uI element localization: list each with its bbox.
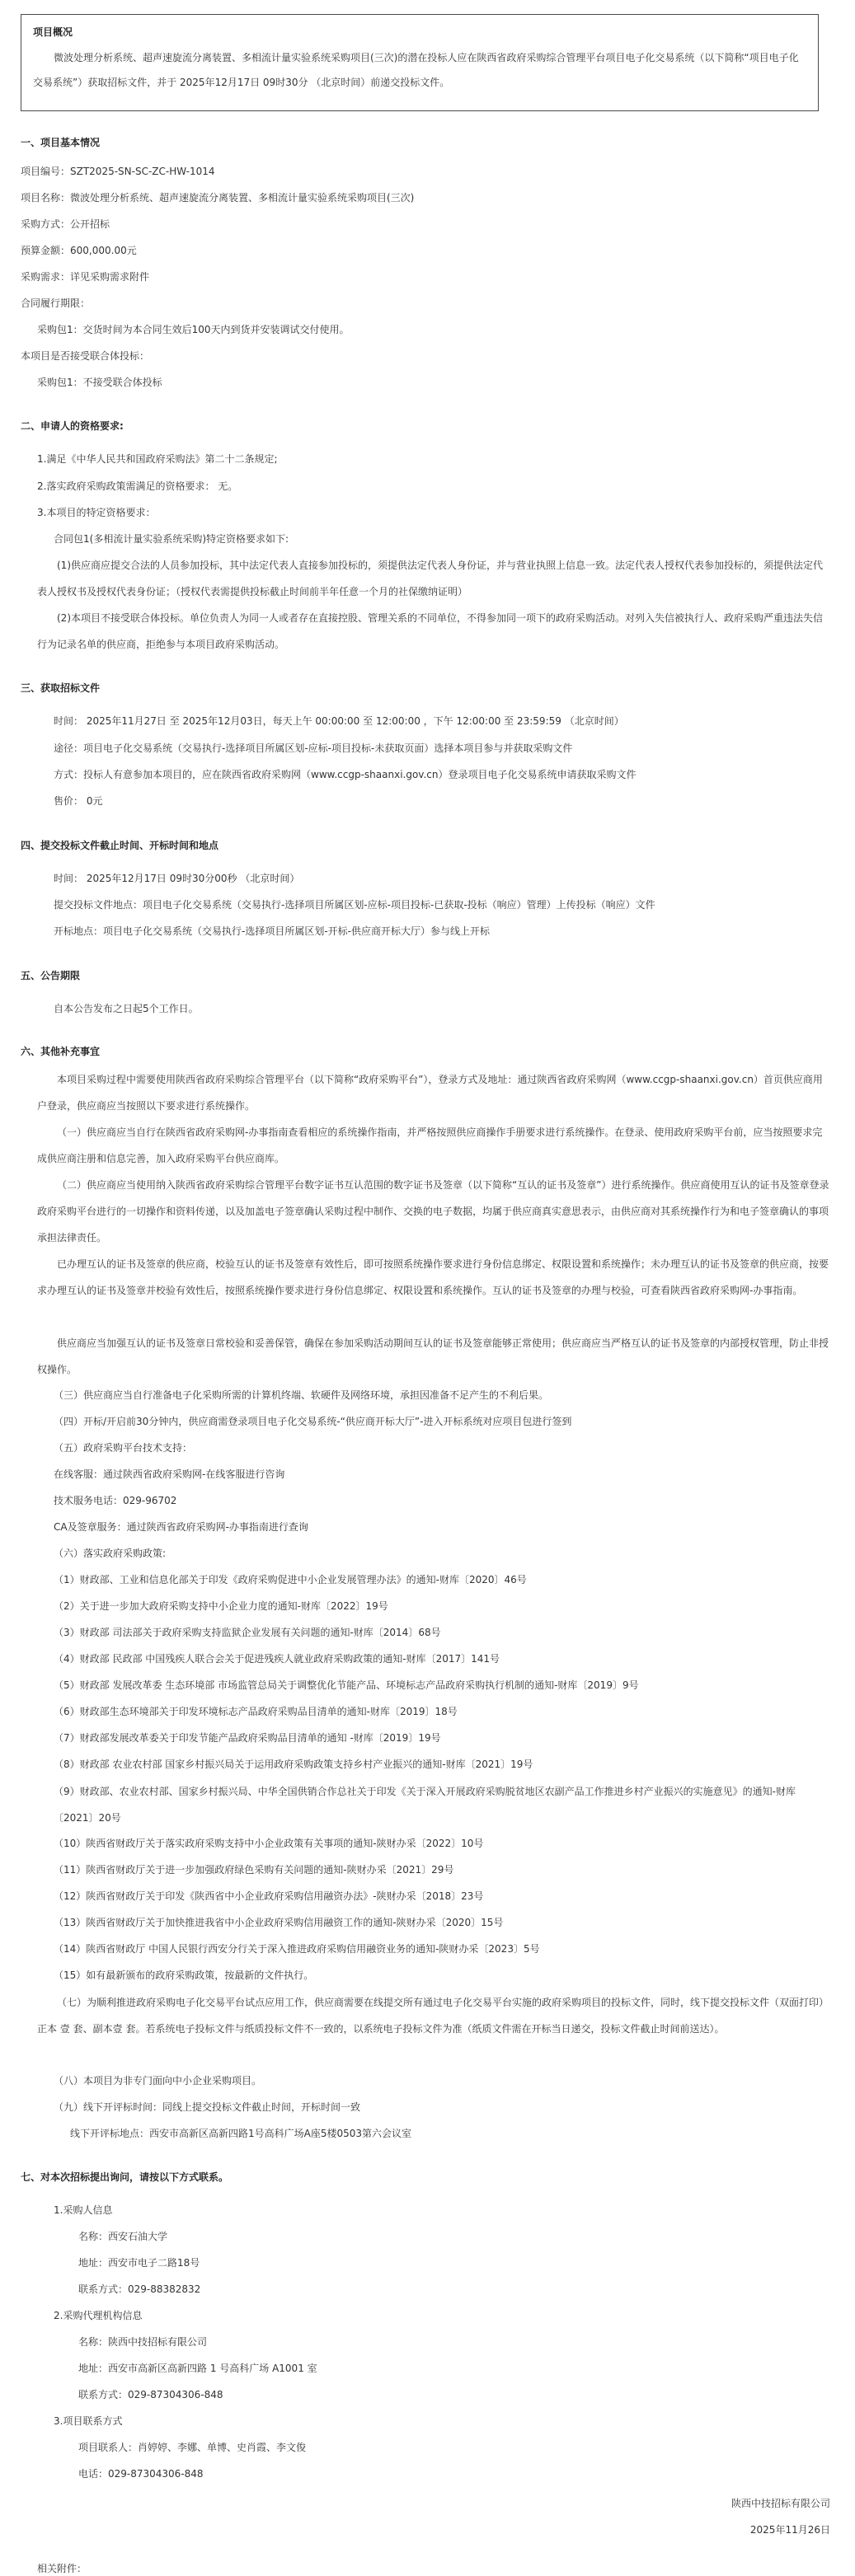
policy-12: （12）陕西省财政厅关于印发《陕西省中小企业政府采购信用融资办法》-陕财办采〔2018〕23号 [54, 1890, 484, 1902]
online-service: 在线客服：通过陕西省政府采购网-在线客服进行咨询 [54, 1468, 285, 1480]
section7-title: 七、对本次招标提出询问，请按以下方式联系。 [21, 2171, 229, 2183]
section5-title: 五、公告期限 [21, 970, 81, 981]
supplement-7: （七）为顺利推进政府采购电子化交易平台试点应用工作，供应商需要在线提交所有通过电子化交易平台实施的政府采购项目的投标文件，同时，线下提交投标文件（双面打印）正本 壹 套、副本壹 套。若系统电子投标文件与纸质投标文件不一致的，以系统电子投标文件为准（纸质文件需在开标当日递交，投标文件截止时间前送达）。 [37, 1997, 829, 2035]
policy-6: （6）财政部生态环境部关于印发环境标志产品政府采购品目清单的通知-财库〔2019〕18号 [54, 1706, 458, 1717]
supplement-4: （四）开标/开启前30分钟内，供应商需登录项目电子化交易系统-“供应商开标大厅”-进入开标系统对应项目包进行签到 [54, 1416, 572, 1427]
purchaser-contact: 联系方式：029-88382832 [78, 2283, 201, 2295]
policy-5: （5）财政部 发展改革委 生态环境部 市场监管总局关于调整优化节能产品、环境标志产品政府采购执行机制的通知-财库〔2019〕9号 [54, 1679, 639, 1691]
notice-period: 自本公告发布之日起5个工作日。 [54, 1003, 199, 1014]
supplement-2: （二）供应商应当使用纳入陕西省政府采购综合管理平台数字证书互认范围的数字证书及签章（以下简称“互认的证书及签章”）进行系统操作。供应商使用互认的证书及签章登录政府采购平台进行的一切操作和资料传递，以及加盖电子签章确认采购过程中制作、交换的电子数据，均属于供应商真实意思表示，由供应商对其系统操作行为和电子签章确认的事项承担法律责任。 [37, 1179, 829, 1244]
policy-1: （1）财政部、工业和信息化部关于印发《政府采购促进中小企业发展管理办法》的通知-财库〔2020〕46号 [54, 1574, 527, 1585]
tech-hotline: 技术服务电话：029-96702 [54, 1495, 177, 1506]
project-contact-people: 项目联系人：肖婷婷、李娜、单博、史肖霞、李文俊 [78, 2442, 307, 2453]
supplement-9: （九）线下开评标时间：同线上提交投标文件截止时间，开标时间一致 [54, 2101, 361, 2113]
requirement-3-item-1: (1)供应商应提交合法的人员参加投标，其中法定代表人直接参加投标的，须提供法定代表人身份证，并与营业执照上信息一致。法定代表人授权代表参加投标的，须提供法定代表人授权书及授权代表身份证；（授权代表需提供投标截止时间前半年任意一个月的社保缴纳证明） [37, 560, 824, 597]
section4-title: 四、提交投标文件截止时间、开标时间和地点 [21, 840, 219, 851]
policy-title: （六）落实政府采购政策: [54, 1548, 167, 1559]
agency-address: 地址：西安市高新区高新四路 1 号高科广场 A1001 室 [78, 2363, 317, 2374]
attachments-label: 相关附件： [37, 2563, 87, 2574]
policy-4: （4）财政部 民政部 中国残疾人联合会关于促进残疾人就业政府采购政策的通知-财库〔2017〕141号 [54, 1653, 500, 1665]
supplement-2-detail: 已办理互认的证书及签章的供应商，校验互认的证书及签章有效性后，即可按照系统操作要求进行身份信息绑定、权限设置和系统操作；未办理互认的证书及签章的供应商，按要求办理互认的证书及签章并校验有效性后，按照系统操作要求进行身份信息绑定、权限设置和系统操作。互认的证书及签章的办理与校验，可查看陕西省政府采购网-办事指南。 [37, 1258, 829, 1296]
offline-venue: 线下开评标地点：西安市高新区高新四路1号高科广场A座5楼0503第六会议室 [70, 2128, 412, 2139]
procurement-method: 采购方式：公开招标 [21, 218, 110, 230]
policy-2: （2）关于进一步加大政府采购支持中小企业力度的通知-财库〔2022〕19号 [54, 1600, 388, 1612]
requirement-3-package: 合同包1(多相流计量实验系统采购)特定资格要求如下: [54, 533, 289, 545]
ca-service: CA及签章服务：通过陕西省政府采购网-办事指南进行查询 [54, 1521, 308, 1533]
supplement-1: （一）供应商应当自行在陕西省政府采购网-办事指南查看相应的系统操作指南，并严格按照供应商操作手册要求进行系统操作。在登录、使用政府采购平台前，应当按照要求完成供应商注册和信息完善，加入政府采购平台供应商库。 [37, 1126, 823, 1164]
project-contact-heading: 3.项目联系方式 [54, 2415, 123, 2427]
agency-contact: 联系方式：029-87304306-848 [78, 2389, 223, 2400]
signature-date: 2025年11月26日 [749, 2524, 830, 2536]
signature-org: 陕西中技招标有限公司 [731, 2498, 830, 2509]
obtain-way: 途径：项目电子化交易系统（交易执行-选择项目所属区划-应标-项目投标-未获取页面）选择本项目参与并获取采购文件 [54, 742, 573, 754]
policy-13: （13）陕西省财政厅关于加快推进我省中小企业政府采购信用融资工作的通知-陕财办采〔2020〕15号 [54, 1917, 504, 1928]
agency-heading: 2.采购代理机构信息 [54, 2310, 143, 2321]
policy-7: （7）财政部发展改革委关于印发节能产品政府采购品目清单的通知 -财库〔2019〕19号 [54, 1732, 441, 1744]
consortium-question: 本项目是否接受联合体投标： [21, 350, 150, 362]
section1-title: 一、项目基本情况 [21, 137, 101, 148]
policy-9: （9）财政部、农业农村部、国家乡村振兴局、中华全国供销合作总社关于印发《关于深入开展政府采购脱贫地区农副产品工作推进乡村产业振兴的实施意见》的通知-财库〔2021〕20号 [54, 1786, 796, 1824]
section3-title: 三、获取招标文件 [21, 682, 101, 694]
policy-8: （8）财政部 农业农村部 国家乡村振兴局关于运用政府采购政策支持乡村产业振兴的通知-财库〔2021〕19号 [54, 1759, 533, 1770]
requirement-3-item-2: (2)本项目不接受联合体投标。单位负责人为同一人或者存在直接控股、管理关系的不同单位，不得参加同一项下的政府采购活动。对列入失信被执行人、政府采购严重违法失信行为记录名单的供应商，拒绝参与本项目政府采购活动。 [37, 612, 824, 650]
project-code: 项目编号：SZT2025-SN-SC-ZC-HW-1014 [21, 166, 215, 177]
opening-location: 开标地点：项目电子化交易系统（交易执行-选择项目所属区划-开标-供应商开标大厅）参与线上开标 [54, 925, 490, 937]
submit-location: 提交投标文件地点：项目电子化交易系统（交易执行-选择项目所属区划-应标-项目投标-已获取-投标（响应）管理）上传投标（响应）文件 [54, 899, 655, 911]
policy-10: （10）陕西省财政厅关于落实政府采购支持中小企业政策有关事项的通知-陕财办采〔2022〕10号 [54, 1838, 484, 1849]
project-name: 项目名称：微波处理分析系统、超声速旋流分离装置、多相流计量实验系统采购项目(三次) [21, 192, 415, 204]
obtain-time: 时间： 2025年11月27日 至 2025年12月03日，每天上午 00:00:00 至 12:00:00 ，下午 12:00:00 至 23:59:59 （北京时间） [54, 715, 624, 727]
supplement-5: （五）政府采购平台技术支持： [54, 1442, 193, 1454]
contract-term-detail: 采购包1：交货时间为本合同生效后100天内到货并安装调试交付使用。 [37, 324, 350, 335]
section2-title: 二、申请人的资格要求: [21, 420, 124, 432]
platform-intro: 本项目采购过程中需要使用陕西省政府采购综合管理平台（以下简称“政府采购平台”），登录方式及地址：通过陕西省政府采购网（www.ccgp-shaanxi.gov.cn）首页供应商用户登录，供应商应当按照以下要求进行系统操作。 [37, 1074, 823, 1112]
procurement-need: 采购需求：详见采购需求附件 [21, 271, 150, 283]
deadline-time: 时间： 2025年12月17日 09时30分00秒 （北京时间） [54, 873, 300, 884]
policy-11: （11）陕西省财政厅关于进一步加强政府绿色采购有关问题的通知-陕财办采〔2021〕29号 [54, 1864, 454, 1876]
purchaser-address: 地址：西安市电子二路18号 [78, 2257, 200, 2269]
consortium-detail: 采购包1：不接受联合体投标 [37, 377, 162, 388]
overview-body: 微波处理分析系统、超声速旋流分离装置、多相流计量实验系统采购项目(三次)的潜在投标人应在陕西省政府采购综合管理平台项目电子化交易系统（以下简称“项目电子化交易系统”）获取招标文件，并于 2025年12月17日 09时30分 （北京时间）前递交投标文件。 [33, 52, 799, 88]
obtain-manner: 方式：投标人有意参加本项目的，应在陕西省政府采购网（www.ccgp-shaanxi.gov.cn）登录项目电子化交易系统申请获取采购文件 [54, 769, 637, 780]
requirement-2: 2.落实政府采购政策需满足的资格要求： 无。 [37, 480, 238, 492]
project-overview-box [21, 14, 819, 111]
document-price: 售价： 0元 [54, 795, 103, 807]
policy-14: （14）陕西省财政厅 中国人民银行西安分行关于深入推进政府采购信用融资业务的通知-陕财办采〔2023〕5号 [54, 1943, 540, 1955]
overview-title: 项目概况 [33, 26, 73, 38]
section6-title: 六、其他补充事宜 [21, 1046, 101, 1057]
supplement-2-keep: 供应商应当加强互认的证书及签章日常校验和妥善保管，确保在参加采购活动期间互认的证书及签章能够正常使用；供应商应当严格互认的证书及签章的内部授权管理，防止非授权操作。 [37, 1337, 829, 1375]
policy-15: （15）如有最新颁布的政府采购政策，按最新的文件执行。 [54, 1969, 314, 1981]
project-contact-phone: 电话：029-87304306-848 [78, 2468, 204, 2480]
purchaser-name: 名称：西安石油大学 [78, 2231, 168, 2242]
contract-term: 合同履行期限： [21, 297, 91, 309]
agency-name: 名称：陕西中技招标有限公司 [78, 2336, 208, 2348]
policy-3: （3）财政部 司法部关于政府采购支持监狱企业发展有关问题的通知-财库〔2014〕68号 [54, 1627, 441, 1638]
purchaser-heading: 1.采购人信息 [54, 2204, 113, 2216]
requirement-1: 1.满足《中华人民共和国政府采购法》第二十二条规定; [37, 453, 278, 465]
requirement-3: 3.本项目的特定资格要求： [37, 507, 156, 518]
budget-amount: 预算金额：600,000.00元 [21, 245, 137, 256]
supplement-8: （八）本项目为非专门面向中小企业采购项目。 [54, 2075, 262, 2087]
supplement-3: （三）供应商应当自行准备电子化采购所需的计算机终端、软硬件及网络环境，承担因准备不足产生的不利后果。 [54, 1389, 549, 1401]
